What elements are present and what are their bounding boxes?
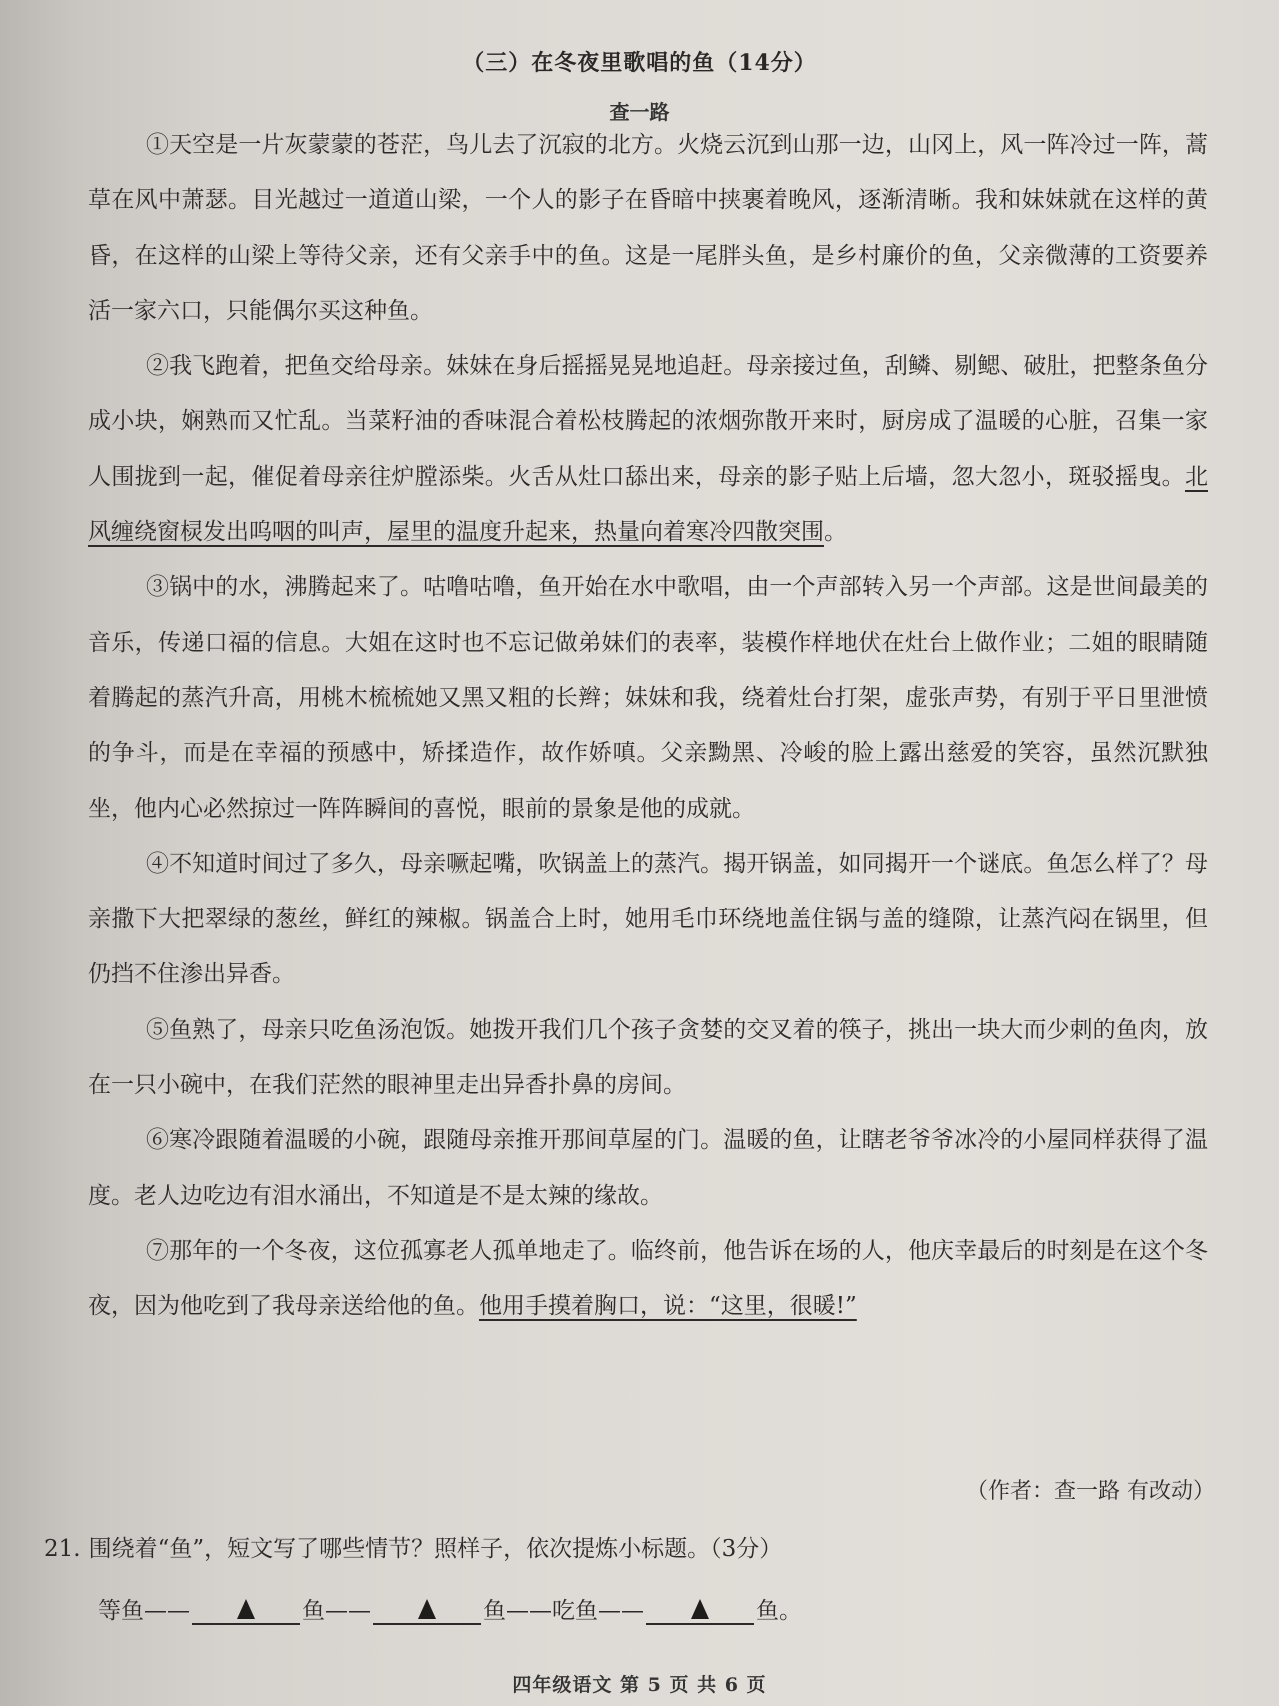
paragraph-3 <box>88 560 1208 836</box>
author-credit: （作者：查一路 有改动） <box>966 1479 1215 1504</box>
answer-blank-3[interactable] <box>646 1593 754 1625</box>
paragraph-number: ③ <box>146 574 170 601</box>
paragraph-5 <box>88 1003 1208 1114</box>
paragraph-text: 锅中的水，沸腾起来了。咕噜咕噜，鱼开始在水中歌唱，由一个声部转入另一个声部。这是世间最美的音乐，传递口福的信息。大姐在这时也不忘记做弟妹们的表率，装模作样地伏在灶台上做作业；二姐的眼睛随着腾起的蒸汽升高，用桃木梳梳她又黑又粗的长辫；妹妹和我，绕着灶台打架，虚张声势，有别于平日里泄愤的争斗，而是在幸福的预感中，矫揉造作，故作娇嗔。父亲黝黑、冷峻的脸上露出慈爱的笑容，虽然沉默独坐，他内心必然掠过一阵阵瞬间的喜悦，眼前的景象是他的成就。 <box>88 574 1209 822</box>
answer-part-3: 鱼——吃鱼—— <box>483 1598 644 1624</box>
section-title: （三）在冬夜里歌唱的鱼（14分） <box>462 50 817 76</box>
question-number: 21. <box>44 1536 81 1562</box>
answer-blank-2[interactable] <box>373 1593 481 1625</box>
paragraph-tail: 。 <box>824 519 847 546</box>
paragraph-number: ⑤ <box>146 1016 170 1043</box>
paragraph-4 <box>88 837 1208 1003</box>
underlined-sentence: 北风缠绕窗棂发出呜咽的叫声，屋里的温度升起来，热量向着寒冷四散突围 <box>88 463 1208 546</box>
paragraph-number: ④ <box>146 850 170 877</box>
paragraph-number: ⑥ <box>146 1127 170 1154</box>
question-prompt: 围绕着“鱼”，短文写了哪些情节？照样子，依次提炼小标题。（3分） <box>88 1536 783 1562</box>
question-21 <box>44 1530 782 1563</box>
paragraph-text: 鱼熟了，母亲只吃鱼汤泡饭。她拨开我们几个孩子贪婪的交叉着的筷子，挑出一块大而少刺的鱼肉，放在一只小碗中，在我们茫然的眼神里走出异香扑鼻的房间。 <box>88 1016 1209 1099</box>
paragraph-6 <box>88 1113 1208 1224</box>
underlined-sentence: 他用手摸着胸口，说：“这里，很暖!” <box>479 1293 857 1320</box>
answer-part-4: 鱼。 <box>756 1598 802 1624</box>
paragraph-number: ① <box>146 132 170 158</box>
paragraph-text: 寒冷跟随着温暖的小碗，跟随母亲推开那间草屋的门。温暖的鱼，让瞎老爷爷冰冷的小屋同样获得了温度。老人边吃边有泪水涌出，不知道是不是太辣的缘故。 <box>88 1127 1209 1209</box>
paragraph-text: 我飞跑着，把鱼交给母亲。妹妹在身后摇摇晃晃地追赶。母亲接过鱼，刮鳞、剔鳃、破肚，把整条鱼分成小块，娴熟而又忙乱。当菜籽油的香味混合着松枝腾起的浓烟弥散开来时，厨房成了温暖的心脏，召集一家人围拢到一起，催促着母亲往炉膛添柴。火舌从灶口舔出来，母亲的影子贴上后墙，忽大忽小，斑驳摇曳。 <box>88 353 1209 490</box>
paragraph-text: 不知道时间过了多久，母亲噘起嘴，吹锅盖上的蒸汽。揭开锅盖，如同揭开一个谜底。鱼怎么样了？母亲撒下大把翠绿的葱丝，鲜红的辣椒。锅盖合上时，她用毛巾环绕地盖住锅与盖的缝隙，让蒸汽闷在锅里，但仍挡不住渗出异香。 <box>88 850 1209 988</box>
page-footer: 四年级语文 第 5 页 共 6 页 <box>512 1674 767 1696</box>
paragraph-number: ⑦ <box>146 1237 170 1264</box>
reading-passage <box>88 118 1208 1335</box>
paragraph-1 <box>88 118 1208 339</box>
triangle-marker-icon <box>237 1599 255 1619</box>
paragraph-2 <box>88 339 1208 560</box>
answer-template <box>98 1592 802 1625</box>
answer-part-2: 鱼—— <box>302 1598 371 1624</box>
paragraph-text: 天空是一片灰蒙蒙的苍茫，鸟儿去了沉寂的北方。火烧云沉到山那一边，山冈上，风一阵冷过一阵，蒿草在风中萧瑟。目光越过一道道山梁，一个人的影子在昏暗中挟裹着晚风，逐渐清晰。我和妹妹就在这样的黄昏，在这样的山梁上等待父亲，还有父亲手中的鱼。这是一尾胖头鱼，是乡村廉价的鱼，父亲微薄的工资要养活一家六口，只能偶尔买这种鱼。 <box>88 132 1209 324</box>
paragraph-number: ② <box>146 353 170 380</box>
author-name: 查一路 <box>609 100 670 124</box>
triangle-marker-icon <box>418 1599 436 1619</box>
paragraph-text: 那年的一个冬夜，这位孤寡老人孤单地走了。临终前，他告诉在场的人，他庆幸最后的时刻是在这个冬夜，因为他吃到了我母亲送给他的鱼。 <box>88 1237 1209 1320</box>
answer-part-1: 等鱼—— <box>98 1598 190 1624</box>
triangle-marker-icon <box>691 1599 709 1619</box>
answer-blank-1[interactable] <box>192 1593 300 1625</box>
paragraph-7 <box>88 1224 1208 1335</box>
